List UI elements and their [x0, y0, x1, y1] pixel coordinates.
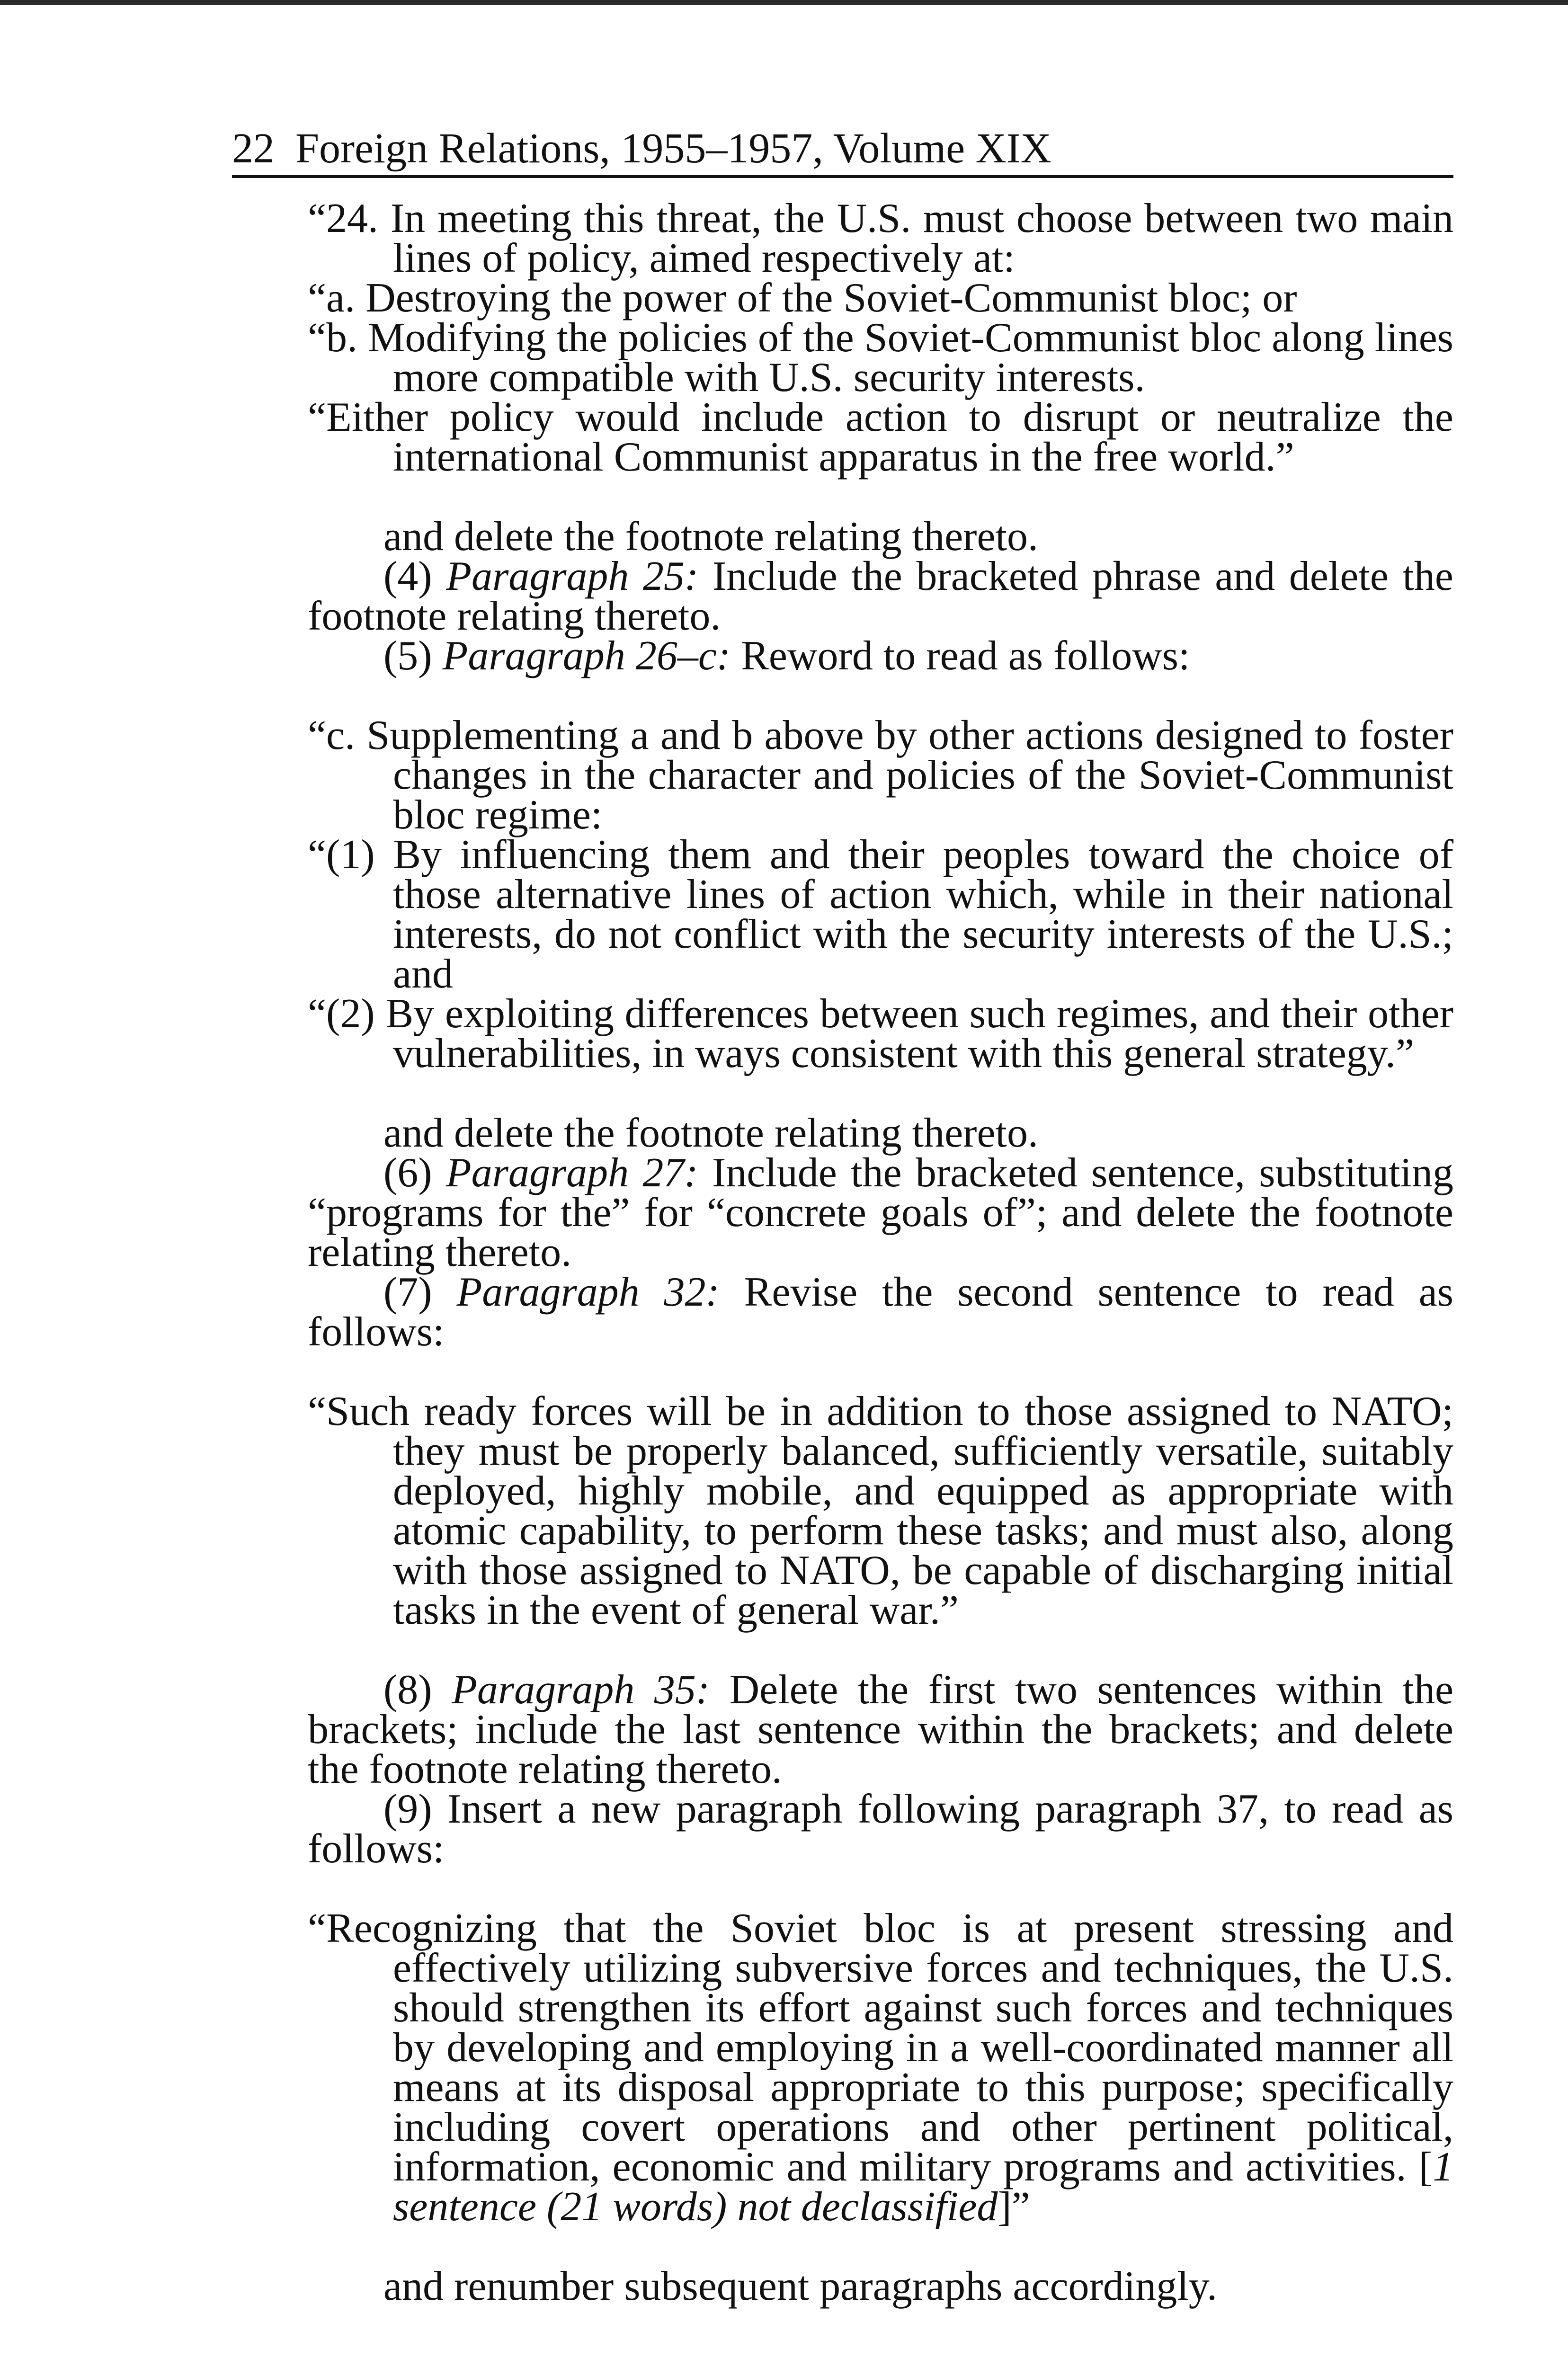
item-6: [308, 1150, 1453, 1275]
delete-footnote-2: and delete the footnote relating thereto.: [383, 1110, 1038, 1156]
item-7: [308, 1269, 1454, 1355]
bracket-close: ]”: [998, 2184, 1030, 2230]
item-8-reference: Paragraph 35:: [452, 1667, 710, 1713]
page-number: 22: [232, 125, 275, 172]
item-6-number: (6): [383, 1150, 446, 1196]
para-24-b: “b. Modifying the policies of the Soviet-Communist bloc along lines more compatible with U.S. security interests.: [308, 315, 1453, 400]
para-26c-1: “(1) By influencing them and their peoples toward the choice of those alternative lines of action which, while in their national interests, do not conflict with the security interests of the U.S.; and: [308, 832, 1453, 997]
item-5-reference: Paragraph 26–c:: [442, 633, 731, 679]
bracket-open: [: [1418, 2144, 1433, 2190]
new-paragraph-text: “Recognizing that the Soviet bloc is at present stressing and effectively utilizing subversive forces and techniques, the U.S. should strengthen its effort against such forces and techniques by developing and employing in a well-coordinated manner all means at its disposal appropriate to this purpose; specifically including covert operations and other pertinent political, information, economic and military programs and activities.: [308, 1905, 1453, 2190]
running-header: [232, 122, 1453, 178]
renumber-instruction: and renumber subsequent paragraphs accordingly.: [383, 2263, 1217, 2309]
item-7-number: (7): [383, 1269, 457, 1315]
page-top-edge: [0, 0, 1568, 5]
para-24-lead: “24. In meeting this threat, the U.S. must choose between two main lines of policy, aimed respectively at:: [308, 196, 1453, 281]
document-body: [308, 196, 1454, 2309]
delete-footnote-1: and delete the footnote relating thereto.: [383, 514, 1038, 560]
item-8-number: (8): [383, 1667, 452, 1713]
item-4: [308, 553, 1453, 639]
item-5: [308, 633, 1453, 679]
item-6-reference: Paragraph 27:: [445, 1150, 698, 1196]
item-8: [308, 1667, 1453, 1792]
volume-title: Foreign Relations, 1955–1957, Volume XIX: [295, 125, 1051, 172]
item-9: (9) Insert a new paragraph following paragraph 37, to read as follows:: [308, 1786, 1453, 1872]
item-4-reference: Paragraph 25:: [446, 553, 699, 599]
para-26c: “c. Supplementing a and b above by other actions designed to foster changes in the character and policies of the Soviet-Communist bloc regime:: [308, 712, 1453, 838]
item-7-text: Revise the second sentence to read as follows:: [308, 1269, 1454, 1355]
para-24-either: “Either policy would include action to disrupt or neutralize the international Communist apparatus in the free world.”: [308, 394, 1453, 480]
item-5-text: Reword to read as follows:: [731, 633, 1190, 679]
item-5-number: (5): [383, 633, 443, 679]
item-7-reference: Paragraph 32:: [456, 1269, 720, 1315]
not-declassified-note: 1 sentence (21 words) not declassified: [393, 2144, 1453, 2230]
para-26c-2: “(2) By exploiting differences between such regimes, and their other vulnerabilities, in ways consistent with this general strategy.”: [308, 991, 1453, 1077]
item-8-text: Delete the first two sentences within the brackets; include the last sentence within the brackets; and delete the footnote relating thereto.: [308, 1667, 1453, 1792]
item-4-number: (4): [383, 553, 446, 599]
item-4-text: Include the bracketed phrase and delete the footnote relating thereto.: [308, 553, 1453, 639]
para-24-a: “a. Destroying the power of the Soviet-Communist bloc; or: [308, 275, 1297, 321]
new-paragraph: [308, 1905, 1453, 2230]
para-32-revision: “Such ready forces will be in addition to those assigned to NATO; they must be properly balanced, sufficiently versatile, suitably deployed, highly mobile, and equipped as appropriate with atomic capability, to perform these tasks; and must also, along with those assigned to NATO, be capable of discharging initial tasks in the event of general war.”: [308, 1388, 1453, 1633]
item-6-text: Include the bracketed sentence, substituting “programs for the” for “concrete goals of”; and delete the footnote relating thereto.: [308, 1150, 1453, 1275]
